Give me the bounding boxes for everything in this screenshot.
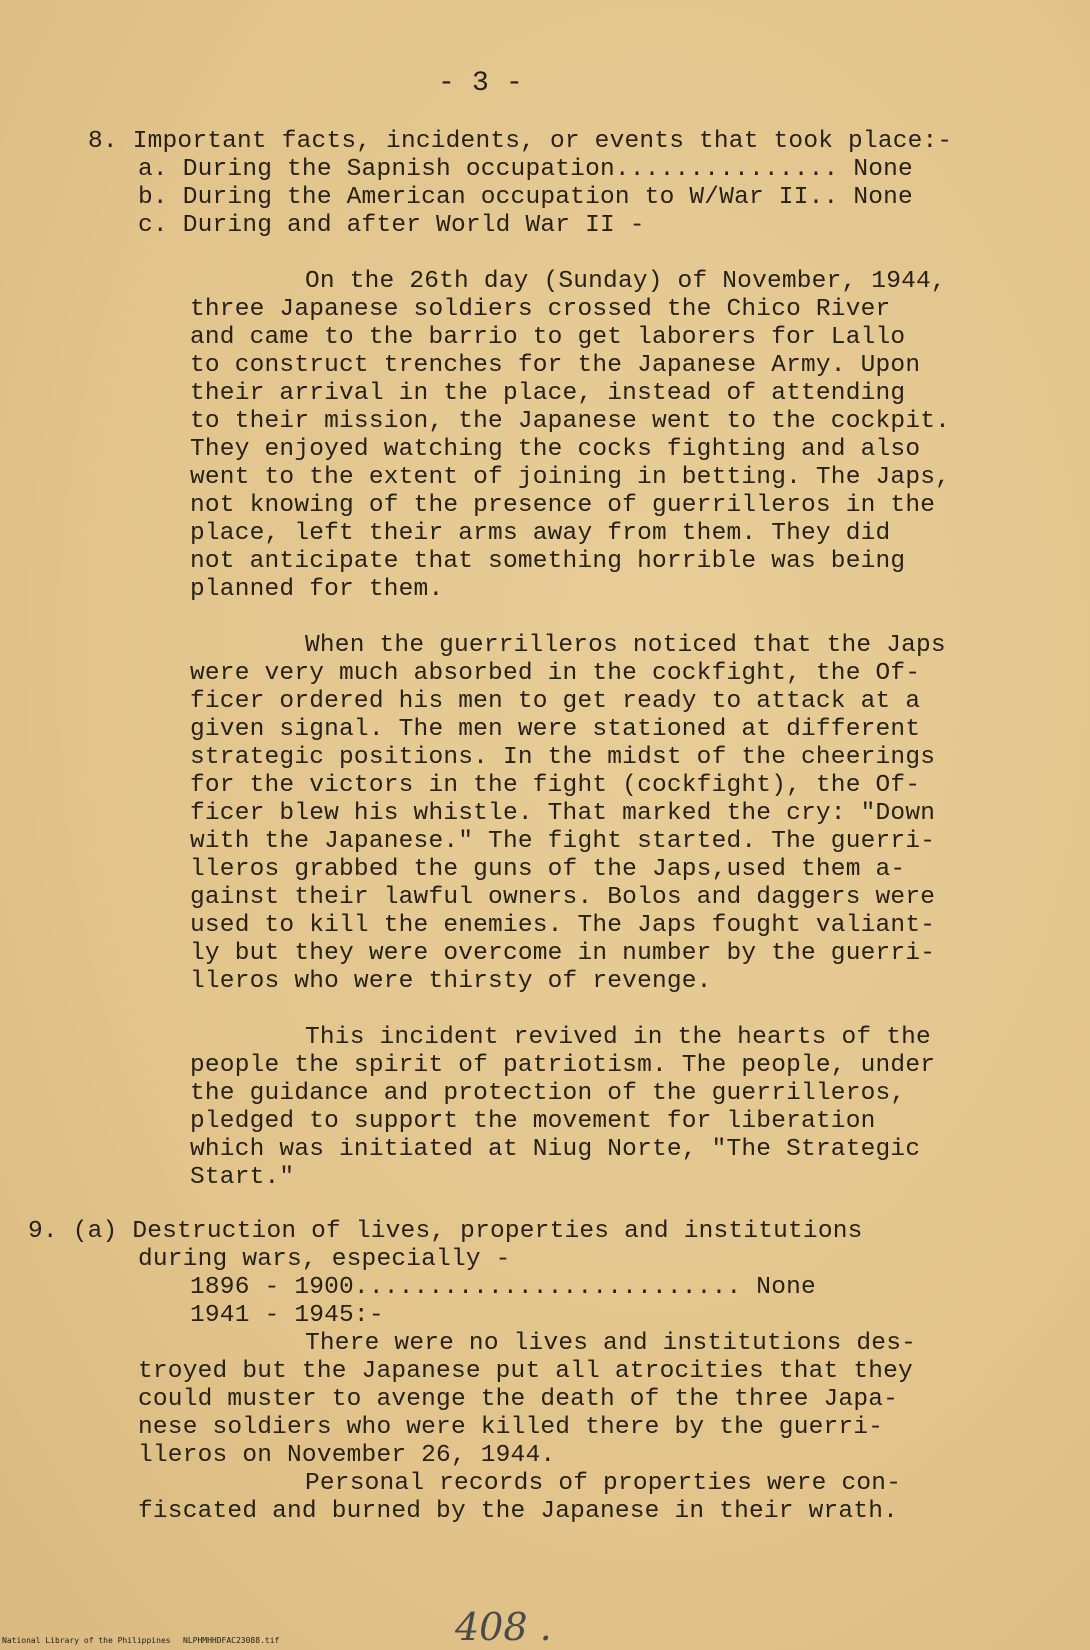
para3-line: pledged to support the movement for liberation <box>190 1108 876 1135</box>
s9-para2-line: Personal records of properties were con- <box>305 1470 902 1497</box>
s9-para1-line: There were no lives and institutions des- <box>305 1330 916 1357</box>
para2-line: strategic positions. In the midst of the cheerings <box>190 744 936 771</box>
para2-line: ficer ordered his men to get ready to attack at a <box>190 688 921 715</box>
section-9-years-1896: 1896 - 1900.......................... None <box>190 1274 816 1301</box>
footer-file: NLPHMHHDFAC23088.tif <box>183 1636 280 1645</box>
handwritten-page-number: 408 . <box>455 1605 552 1649</box>
para2-line: used to kill the enemies. The Japs fought valiant- <box>190 912 936 939</box>
para1-line: and came to the barrio to get laborers for Lallo <box>190 324 906 351</box>
section-8-item-a: a. During the Sapnish occupation............... None <box>138 156 913 183</box>
para3-line: the guidance and protection of the guerrilleros, <box>190 1080 906 1107</box>
para3-line: This incident revived in the hearts of the <box>305 1024 931 1051</box>
para1-line: three Japanese soldiers crossed the Chico River <box>190 296 891 323</box>
section-8-heading: 8. Important facts, incidents, or events that took place:- <box>88 128 953 155</box>
para1-line: to their mission, the Japanese went to the cockpit. <box>190 408 951 435</box>
para1-line: They enjoyed watching the cocks fighting and also <box>190 436 921 463</box>
section-9-heading-cont: during wars, especially - <box>138 1246 511 1273</box>
s9-para1-line: troyed but the Japanese put all atrocities that they <box>138 1358 913 1385</box>
para1-line: planned for them. <box>190 576 444 603</box>
para2-line: with the Japanese." The fight started. The guerri- <box>190 828 936 855</box>
footer-library: National Library of the Philippines <box>2 1636 171 1645</box>
para1-line: not anticipate that something horrible was being <box>190 548 906 575</box>
para2-line: lleros grabbed the guns of the Japs,used them a- <box>190 856 906 883</box>
para2-line: ly but they were overcome in number by the guerri- <box>190 940 936 967</box>
section-9-heading: 9. (a) Destruction of lives, properties and institutions <box>28 1218 863 1245</box>
s9-para1-line: could muster to avenge the death of the three Japa- <box>138 1386 899 1413</box>
para2-line: When the guerrilleros noticed that the Japs <box>305 632 946 659</box>
section-8-item-b: b. During the American occupation to W/War II.. None <box>138 184 913 211</box>
para2-line: were very much absorbed in the cockfight, the Of- <box>190 660 921 687</box>
para1-line: not knowing of the presence of guerrilleros in the <box>190 492 936 519</box>
para2-line: given signal. The men were stationed at different <box>190 716 921 743</box>
para2-line: lleros who were thirsty of revenge. <box>190 968 712 995</box>
para2-line: ficer blew his whistle. That marked the cry: "Down <box>190 800 936 827</box>
para3-line: which was initiated at Niug Norte, "The Strategic <box>190 1136 921 1163</box>
s9-para1-line: nese soldiers who were killed there by the guerri- <box>138 1414 884 1441</box>
para1-line: to construct trenches for the Japanese Army. Upon <box>190 352 921 379</box>
para3-line: Start." <box>190 1164 295 1191</box>
para2-line: gainst their lawful owners. Bolos and daggers were <box>190 884 936 911</box>
s9-para1-line: lleros on November 26, 1944. <box>138 1442 556 1469</box>
section-8-item-c: c. During and after World War II - <box>138 212 645 239</box>
section-9-years-1941: 1941 - 1945:- <box>190 1302 384 1329</box>
para1-line: On the 26th day (Sunday) of November, 1944, <box>305 268 946 295</box>
para2-line: for the victors in the fight (cockfight), the Of- <box>190 772 921 799</box>
para1-line: went to the extent of joining in betting. The Japs, <box>190 464 951 491</box>
para3-line: people the spirit of patriotism. The people, under <box>190 1052 936 1079</box>
para1-line: place, left their arms away from them. They did <box>190 520 891 547</box>
s9-para2-line: fiscated and burned by the Japanese in their wrath. <box>138 1498 899 1525</box>
para1-line: their arrival in the place, instead of attending <box>190 380 906 407</box>
page-number: - 3 - <box>438 68 524 99</box>
